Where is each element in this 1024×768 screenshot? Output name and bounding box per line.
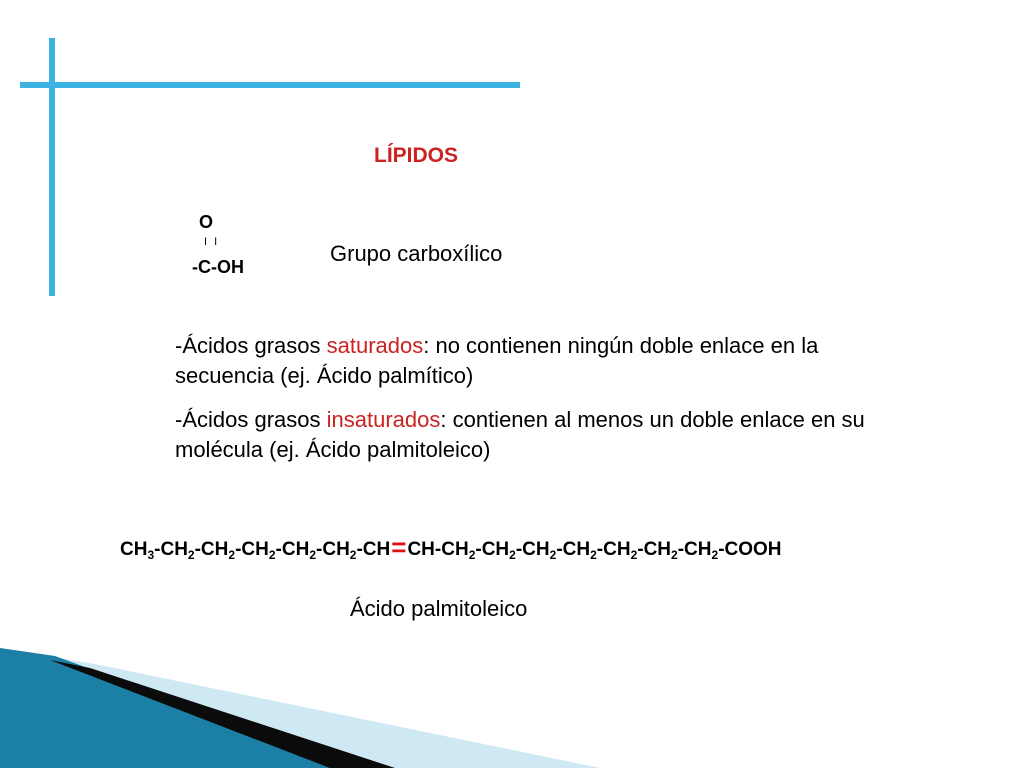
formula-left-subscript: 3 <box>147 548 155 562</box>
formula-left-subscript: 2 <box>187 548 195 562</box>
formula-right-subscript: 2 <box>711 548 719 562</box>
carboxyl-oxygen: O <box>199 212 214 232</box>
formula-caption: Ácido palmitoleico <box>350 596 528 621</box>
formula-right-segment: CH <box>407 539 435 560</box>
formula-right-segment: $-CH_2$ <box>475 539 516 562</box>
formula-left-segment: -CH <box>356 539 391 560</box>
formula-right-subscript: 2 <box>630 548 638 562</box>
formula-right-subscript: 2 <box>549 548 557 562</box>
formula-right-segment: $-CH_2$ <box>556 539 597 562</box>
carboxyl-group: -C-OH <box>192 257 244 277</box>
saturated-keyword: saturados <box>326 333 424 358</box>
formula-left-segment: $CH_3$ <box>120 539 155 562</box>
formula-right-segment: $-CH_2$ <box>434 539 476 562</box>
unsaturated-suffix: : contienen al menos un doble enlace en su molécula (ej. Ácido palmitoleico) <box>175 407 865 462</box>
formula-right-segment: $-CH_2$ <box>515 539 557 562</box>
formula-left-subscript: 2 <box>228 548 236 562</box>
formula-right-segment: $-CH_2$ <box>596 539 638 562</box>
unsaturated-prefix: -Ácidos grasos <box>175 407 327 432</box>
formula-right-segment: $-CH_2$ <box>637 539 678 562</box>
carboxyl-double-bond: I I <box>204 236 220 248</box>
formula-right-segment: -COOH <box>718 539 782 560</box>
formula-right-subscript: 2 <box>468 548 476 562</box>
saturated-suffix: : no contienen ningún doble enlace en la secuencia (ej. Ácido palmítico) <box>175 333 819 388</box>
formula-left-segment: $-CH_2$ <box>316 539 357 562</box>
formula-right-subscript: 2 <box>671 548 678 562</box>
unsaturated-keyword: insaturados <box>326 407 441 432</box>
formula-left-segment: $-CH_2$ <box>154 539 195 562</box>
formula-double-bond: = <box>391 532 407 562</box>
formula-left-subscript: 2 <box>309 548 317 562</box>
formula-right-subscript: 2 <box>509 548 516 562</box>
formula-left-segment: $-CH_2$ <box>275 539 317 562</box>
formula-right-segment: $-CH_2$ <box>677 539 719 562</box>
carboxyl-label: Grupo carboxílico <box>330 241 503 266</box>
slide-title: LÍPIDOS <box>374 144 459 167</box>
saturated-prefix: -Ácidos grasos <box>175 333 327 358</box>
formula-left-subscript: 2 <box>268 548 276 562</box>
formula-right-subscript: 2 <box>590 548 597 562</box>
formula-left-segment: $-CH_2$ <box>194 539 236 562</box>
formula-left-segment: $-CH_2$ <box>235 539 276 562</box>
formula-left-subscript: 2 <box>349 548 357 562</box>
